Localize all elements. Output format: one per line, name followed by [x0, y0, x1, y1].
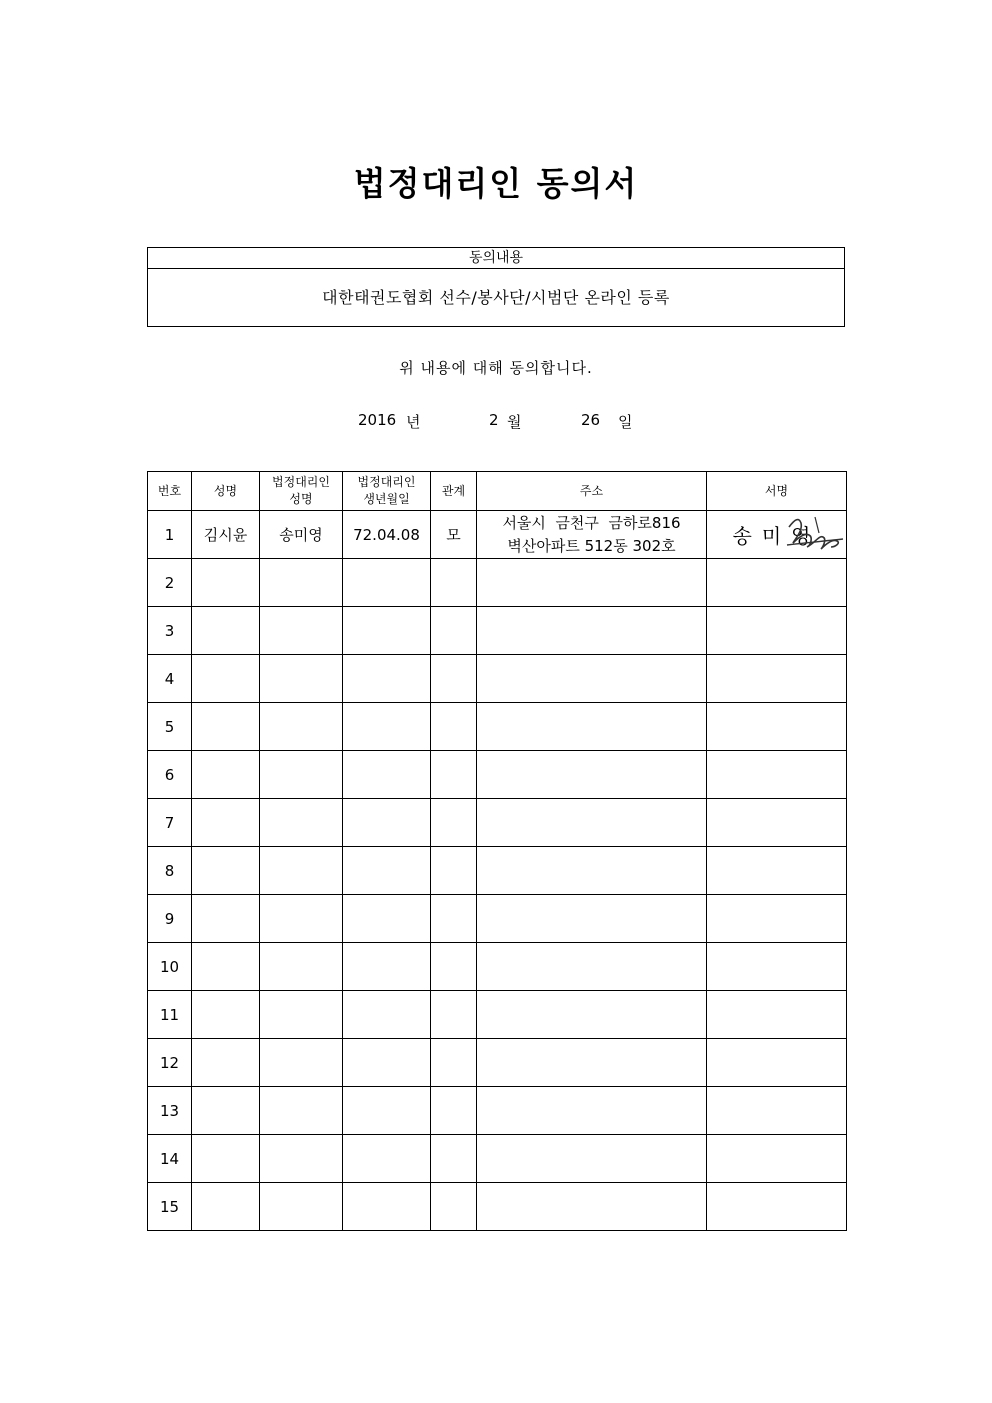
header-guardian-birth-line2: 생년월일 [363, 492, 410, 506]
table-row [148, 799, 847, 847]
consent-header: 동의내용 [148, 248, 844, 269]
table-row [148, 703, 847, 751]
handwritten-signature [785, 513, 845, 555]
header-name: 성명 [192, 472, 260, 511]
date-year-unit: 년 [406, 413, 421, 431]
row-address-line2: 벽산아파트 512동 302호 [507, 536, 676, 555]
signature-name: 송미영 [732, 524, 821, 548]
table-row [148, 751, 847, 799]
header-guardian-birth [343, 472, 431, 511]
row-no: 2 [148, 559, 192, 607]
date-month: 2 [489, 411, 499, 429]
table-row [148, 1135, 847, 1183]
row-no: 8 [148, 847, 192, 895]
row-no: 15 [148, 1183, 192, 1231]
date-year: 2016 [358, 411, 397, 429]
table-row [148, 943, 847, 991]
row-guardian-name: 송미영 [260, 511, 343, 559]
table-row [148, 1087, 847, 1135]
table-row [148, 655, 847, 703]
row-no: 5 [148, 703, 192, 751]
document-title: 법정대리인 동의서 [353, 164, 639, 203]
table-row [148, 847, 847, 895]
row-no: 4 [148, 655, 192, 703]
date-day-unit: 일 [618, 413, 633, 431]
row-guardian-birth: 72.04.08 [343, 511, 431, 559]
consent-box [147, 247, 845, 327]
row-relation: 모 [431, 511, 477, 559]
row-address [477, 511, 707, 559]
header-guardian-birth-line1: 법정대리인 [357, 475, 416, 489]
header-guardian-name [260, 472, 343, 511]
table-row [148, 1039, 847, 1087]
date-month-unit: 월 [507, 413, 522, 431]
row-no: 1 [148, 511, 192, 559]
row-no: 7 [148, 799, 192, 847]
registration-table [147, 471, 847, 1231]
row-no: 3 [148, 607, 192, 655]
header-address: 주소 [477, 472, 707, 511]
consent-content: 대한태권도협회 선수/봉사단/시범단 온라인 등록 [322, 288, 670, 307]
table-header-row [148, 472, 847, 511]
table-row [148, 895, 847, 943]
row-address-line1: 서울시 금천구 금하로816 [502, 513, 681, 532]
header-guardian-name-line1: 법정대리인 [272, 475, 330, 489]
header-signature: 서명 [707, 472, 847, 511]
table-row [148, 559, 847, 607]
agreement-text: 위 내용에 대해 동의합니다. [399, 359, 593, 377]
table-row [148, 1183, 847, 1231]
row-no: 10 [148, 943, 192, 991]
header-relation: 관계 [431, 472, 477, 511]
date-day: 26 [581, 411, 601, 429]
row-no: 9 [148, 895, 192, 943]
row-no: 12 [148, 1039, 192, 1087]
table-row [148, 511, 847, 559]
row-signature [707, 511, 847, 559]
row-no: 14 [148, 1135, 192, 1183]
row-no: 13 [148, 1087, 192, 1135]
table-row [148, 991, 847, 1039]
row-no: 11 [148, 991, 192, 1039]
header-guardian-name-line2: 성명 [289, 492, 313, 506]
table-row [148, 607, 847, 655]
header-no: 번호 [148, 472, 192, 511]
row-no: 6 [148, 751, 192, 799]
row-name: 김시윤 [192, 511, 260, 559]
